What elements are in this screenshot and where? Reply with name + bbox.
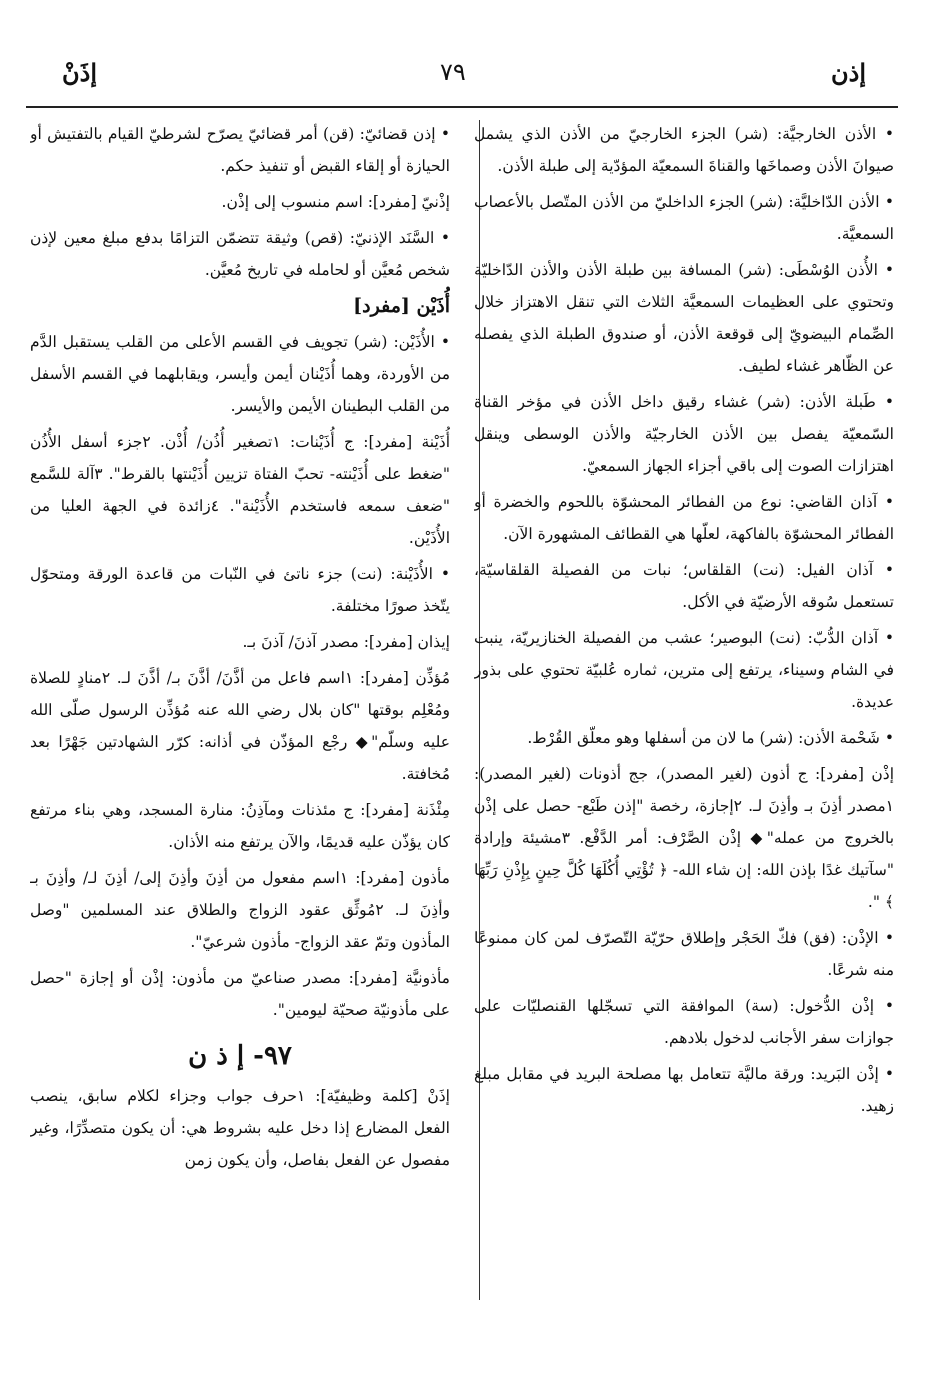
running-head-left: إذَنْ: [62, 58, 97, 87]
entry-al-idhn: • الإذْن: (فق) فكّ الحَجْر وإطلاق حرّيّة التّصرّف لمن كان ممنوعًا منه شرعًا.: [474, 929, 894, 979]
entry-atrium: • الأُذَيْن: (شر) تجويف في القسم الأعلى من القلب يستقبل الدَّم من الأوردة، وهما أُذَيْنان أيمن وأيسر، ويقابلهما في القسم الأسفل من القلب البطينان الأيمن والأيسر.: [30, 333, 450, 415]
entry-earlobe: • شَحْمة الأذن: (شر) ما لان من أسفلها وهو معلّق القُرْط.: [527, 729, 894, 747]
entry-idhan: إيذان [مفرد]: مصدر آذنَ/ آذنَ بـ.: [242, 633, 450, 651]
entry-external-ear: • الأذن الخارجيَّة: (شر) الجزء الخارجيّ من الأذن الذي يشمل صيوانَ الأذن وصماخَها والقناةَ السمعيّة المؤدّية إلى طبلة الأذن.: [474, 125, 894, 175]
page-number: ٧٩: [440, 58, 466, 86]
left-column: [30, 118, 450, 1318]
entry-judge-ears: • آذان القاضي: نوع من الفطائر المحشوّة باللحوم والخضرة أو الفطائر المحشوّة بالفاكهة، لعلّها هي القطائف المشهورة الآن.: [474, 493, 894, 543]
entry-eardrum: • طَبلة الأذن: (شر) غشاء رقيق داخل الأذن في مؤخر القناة السّمعيّة يفصل بين الأذن الخارجيّة والأذن الوسطى وينقل اهتزازات الصوت إلى باقي أجزاء الجهاز السمعيّ.: [474, 393, 894, 475]
right-column: [474, 118, 894, 1318]
entry-elephant-ears: • آذان الفيل: (نت) القلقاس؛ نبات من الفصيلة القلقاسيّة، تستعمل سُوقه الأرضيّة في الأكل.: [474, 561, 894, 611]
page-header: [0, 52, 938, 92]
entry-bear-ears: • آذان الدُّبّ: (نت) البوصير؛ عشب من الفصيلة الخنازيريّة، ينبت في الشام وسيناء، يرتفع إلى مترين، ثماره عُلبيّة تحتوي على بذور عديدة.: [474, 629, 894, 711]
entry-minaret: مِئْذَنة [مفرد]: ج مئذنات ومآذِنُ: منارة المسجد، وهي بناء مرتفع كان يؤذّن عليه قديمًا، والآن يرتفع منه الأذان.: [30, 801, 450, 851]
entry-idhan-particle: إذَنْ [كلمة وظيفيّة]: ١حرف جواب وجزاء لكلام سابق، ينصب الفعل المضارع إذا دخل عليه بشروط هي: أن يكون متصدِّرًا، وغير مفصول عن الفعل بفاصل، وأن يكون زمن: [30, 1087, 450, 1169]
entry-idhn: إذْن [مفرد]: ج أذون (لغير المصدر)، جج أذونات (لغير المصدر): ١مصدر أذِنَ بـ وأذِنَ لـ. ٢إجازة، رخصة "إذن طَبْع- حصل على إذْن بالخروج من عمله"◆ إذْن الصَّرْف: أمر الدَّفْع. ٣مشيئة وإرادة "سآتيك غدًا بإذن الله: إن شاء الله- ﴿ تُؤْتِي أُكُلَهَا كُلَّ حِينٍ بِإِذْنِ رَبِّهَا ﴾ ".: [474, 765, 894, 911]
entry-muezzin: مُؤذِّن [مفرد]: ١اسم فاعل من أذَّنَ/ أذَّنَ بـ/ أذَّنَ لـ. ٢منادٍ للصلاة ومُعْلِم بوقتها "كان بلال رضي الله عنه مُؤذِّن الرسول صلّى الله عليه وسلّم"◆ رجْع المؤذّن في أذانه: كرّر الشهادتين جَهْرًا بعد مُخافتة.: [30, 669, 450, 783]
entry-mazoun: مأذون [مفرد]: ١اسم مفعول من أذِنَ وأذِنَ إلى/ أذِنَ لـ/ وأذِنَ بـ وأذِنَ لـ. ٢مُوثِّق عقود الزواج والطلاق عند المسلمين "وصل المأذون وتمّ عقد الزواج- مأذون شرعيّ".: [30, 869, 450, 951]
root-section-heading: ٩٧- إ ذ ن: [188, 1041, 292, 1071]
entry-mazouniyya: مأذونيَّة [مفرد]: مصدر صناعيّ من مأذون: إذْن أو إجازة "حصل على مأذونيّة صحيّة ليومين".: [30, 969, 450, 1019]
entry-promissory-note: • السَّنَد الإذنيّ: (قص) وثيقة تتضمّن التزامًا بدفع مبلغ معين لإذن شخص مُعيَّن أو لحامله في تاريخ مُعيَّن.: [30, 229, 450, 279]
entry-middle-ear: • الأُذن الوُسْطَى: (شر) المسافة بين طبلة الأذن والأذن الدّاخليّة وتحتوي على العظيمات السمعيَّة الثلاث التي تنقل الاهتزاز خلال الصِّمام البيضويّ إلى قوقعة الأذن، أو صندوق الطبلة الذي يفصله عن الظّاهر غشاء لطيف.: [474, 261, 894, 375]
running-head-right: إذن: [831, 58, 866, 87]
entry-idhni: إذْنيّ [مفرد]: اسم منسوب إلى إذْن.: [221, 193, 450, 211]
entry-postal-order: • إذْن البَريد: ورقة ماليَّة تتعامل بها مصلحة البريد في مقابل مبلغ زهيد.: [474, 1065, 894, 1115]
entry-udhayna: أُذَيْنة [مفرد]: ج أُذَيْنات: ١تصغير أُذُن/ أُذْن. ٢جزء أسفل الأُذُن "ضغط على أُذَيْنته- تحبّ الفتاة تزيين أُذَيْنتها بالقرط". ٣آلة للسَّمع "ضعف سمعه فاستخدم الأُذَيْنة". ٤زائدة في الجهة العليا من الأُذَيْن.: [30, 433, 450, 547]
entry-inner-ear: • الأذن الدّاخليَّة: (شر) الجزء الداخليّ من الأذن المتّصل بالأعصاب السمعيَّة.: [474, 193, 894, 243]
entry-auricle-plant: • الأُذَيْنة: (نت) جزء ناتئ في النّبات من قاعدة الورقة ومتحوّل يتّخذ صورًا مختلفة.: [30, 565, 450, 615]
entry-entry-permit: • إذْن الدُّخول: (سة) الموافقة التي تسجّلها القنصليّات على جوازات سفر الأجانب لدخول بلادهم.: [474, 997, 894, 1047]
headword-udhayn: أُذَيْن [مفرد]: [353, 295, 450, 317]
header-rule: [26, 106, 898, 108]
entry-judicial-warrant: • إذن قضائيّ: (قن) أمر قضائيّ يصرّح لشرطيّ القيام بالتفتيش أو الحيازة أو إلقاء القبض أو تنفيذ حكم.: [30, 125, 450, 175]
